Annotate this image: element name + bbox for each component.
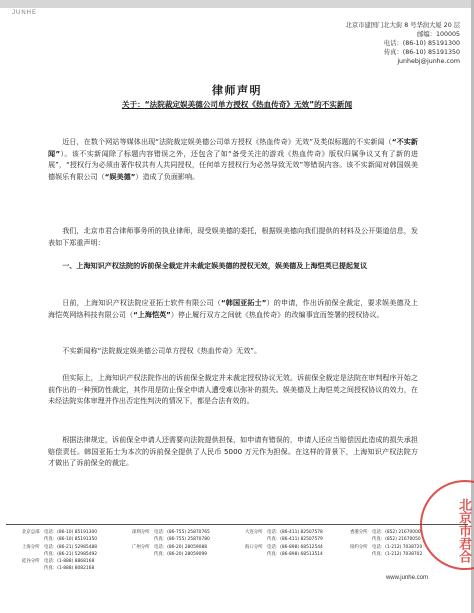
p1-text-e: ）造成了负面影响。 (135, 171, 200, 181)
p3-text-c: ）的申请，作出诉前保全裁定，要求娱美德及上海恺英网络科技有限公司（ (48, 298, 419, 319)
paragraph-4 (48, 345, 418, 357)
office-line: 传真：(86-21) 52985492 (22, 551, 98, 557)
office-line: 纽约分所 电话：(1-212) 7038720 (350, 544, 423, 550)
office-line: 传真：(86-755) 25870780 (132, 537, 210, 543)
office-line: 广州分所 电话：(86-20) 28059088 (132, 544, 208, 550)
p3-text-a: 日前，上海知识产权法院应亚拓士软件有限公司（ (62, 298, 221, 307)
footer-col-3 (245, 529, 323, 558)
p1-text-c: ）。该不实新闻除了标题内容错误之外，还包含了如“备受关注的游戏《热血传奇》版权归属争议又有了新的进展”，“授权行为必须由著作权共有人共同授权，任何单方授权行为必然导致无效”等错误内容。该不实新闻对韩国娱美德娱乐有限公司（ (48, 148, 418, 181)
subject-prefix: 关于： (121, 100, 145, 109)
paragraph-1 (48, 136, 418, 182)
p3-term-bold: “韩国亚拓士” (220, 298, 267, 307)
p1-text-a: 近日，在数个网站等媒体出现“法院裁定娱美德公司单方授权《热血传奇》无效”及类似标题的不实新闻（ (62, 137, 392, 146)
document-subject (0, 99, 474, 110)
office-line: 深圳分所 电话：(86-755) 25870765 (132, 530, 210, 535)
office-line: 香港分所 电话：(852) 21670000 (350, 530, 421, 535)
office-line: 传真：(86-411) 82507579 (245, 537, 323, 543)
office-line: 海口分所 电话：(86-898) 68512544 (245, 544, 323, 550)
subject-text: “法院裁定娱美德公司单方授权《热血传奇》无效”的不实新闻 (144, 100, 353, 109)
fax-line: 传真：(86-10) 85191350 (383, 48, 460, 56)
office-line: 上海分所 电话：(86-21) 52985488 (22, 544, 98, 550)
paragraph-3 (48, 297, 418, 320)
footer-col-2 (132, 529, 210, 558)
paragraph-6 (48, 434, 418, 469)
p1-term-bold-2: “娱美德” (104, 171, 136, 181)
paragraph-2 (48, 225, 418, 248)
letterhead-contact (290, 22, 460, 67)
office-line: 传真：(86-898) 68513514 (245, 551, 323, 557)
office-line: 传真：(1-888) 8082168 (22, 566, 95, 572)
footer-offices (0, 529, 474, 572)
heading-text: 一、上海知识产权法院的诉前保全裁定并未裁定娱美德的授权无效，娱美德及上海恺英已提起复议 (62, 261, 368, 270)
footer-col-1 (22, 529, 97, 573)
seal-lettering: 北京市君合 (456, 498, 471, 563)
tel-line: 电话：(86-10) 85191300 (383, 39, 460, 47)
p6-text: 根据法律规定，诉前保全申请人还需要向法院提供担保，如申请有错误的，申请人还应当赔偿因此造成的损失承担赔偿责任。韩国亚拓士为本次的诉前保全提供了人民币 5000 万元作为担保。在这样的背景下，上海知识产权法院方才做出了诉前保全的裁定。 (48, 435, 418, 468)
firm-website: www.junhe.com (385, 575, 428, 581)
firm-logo: JUNHE (12, 10, 38, 16)
section-heading-1 (48, 260, 418, 272)
address-line: 北京市建国门北大街 8 号华润大厦 20 层 (345, 22, 460, 29)
p1-term-bold: “不实新闻” (48, 137, 418, 158)
email-line: junhebj@junhe.com (397, 57, 460, 65)
p5-text: 但实际上，上海知识产权法院作出的诉前保全裁定并未裁定授权协议无效。诉前保全裁定是法院在审判程序开始之前作出的一种预防性裁定，其作用是防止保全申请人遭受难以弥补的损失。娱美德及上海恺英之间授权协议的效力，在未经法院实体审理并作出否定性判决的情况下，都是合法有效的。 (48, 373, 418, 406)
paragraph-5 (48, 372, 418, 407)
document-title: 律师声明 (212, 84, 262, 97)
p3-text-e: ）停止履行双方之间就《热血传奇》的改编事宜而签署的授权协议。 (170, 309, 384, 319)
top-page-edge (0, 0, 474, 8)
office-line: 传真：(1-212) 7038702 (350, 551, 423, 557)
office-line: 传真：(852) 21670050 (350, 537, 421, 543)
office-line: 硅谷分所 电话：(1-888) 8868168 (22, 559, 95, 565)
postcode-line: 邮编：100005 (417, 30, 460, 38)
footer-divider (6, 524, 468, 525)
office-line: 传真：(86-10) 85191350 (22, 537, 98, 543)
office-line: 大连分所 电话：(86-411) 82507578 (245, 530, 323, 535)
p3-term-bold-2: “上海恺英” (133, 309, 171, 319)
office-line: 北京总部 电话：(86-10) 85191300 (22, 530, 98, 535)
footer-col-4 (350, 529, 422, 558)
office-line: 传真：(86-20) 28059099 (132, 551, 208, 557)
p4-text: 不实新闻称“法院裁定娱美德公司单方授权《热血传奇》无效”。 (62, 346, 262, 355)
p2-text: 我们，北京市君合律师事务所的执业律师，现受娱美德的委托，根据娱美德向我们提供的材料及公开渠道信息，发表如下郑重声明： (48, 226, 418, 247)
